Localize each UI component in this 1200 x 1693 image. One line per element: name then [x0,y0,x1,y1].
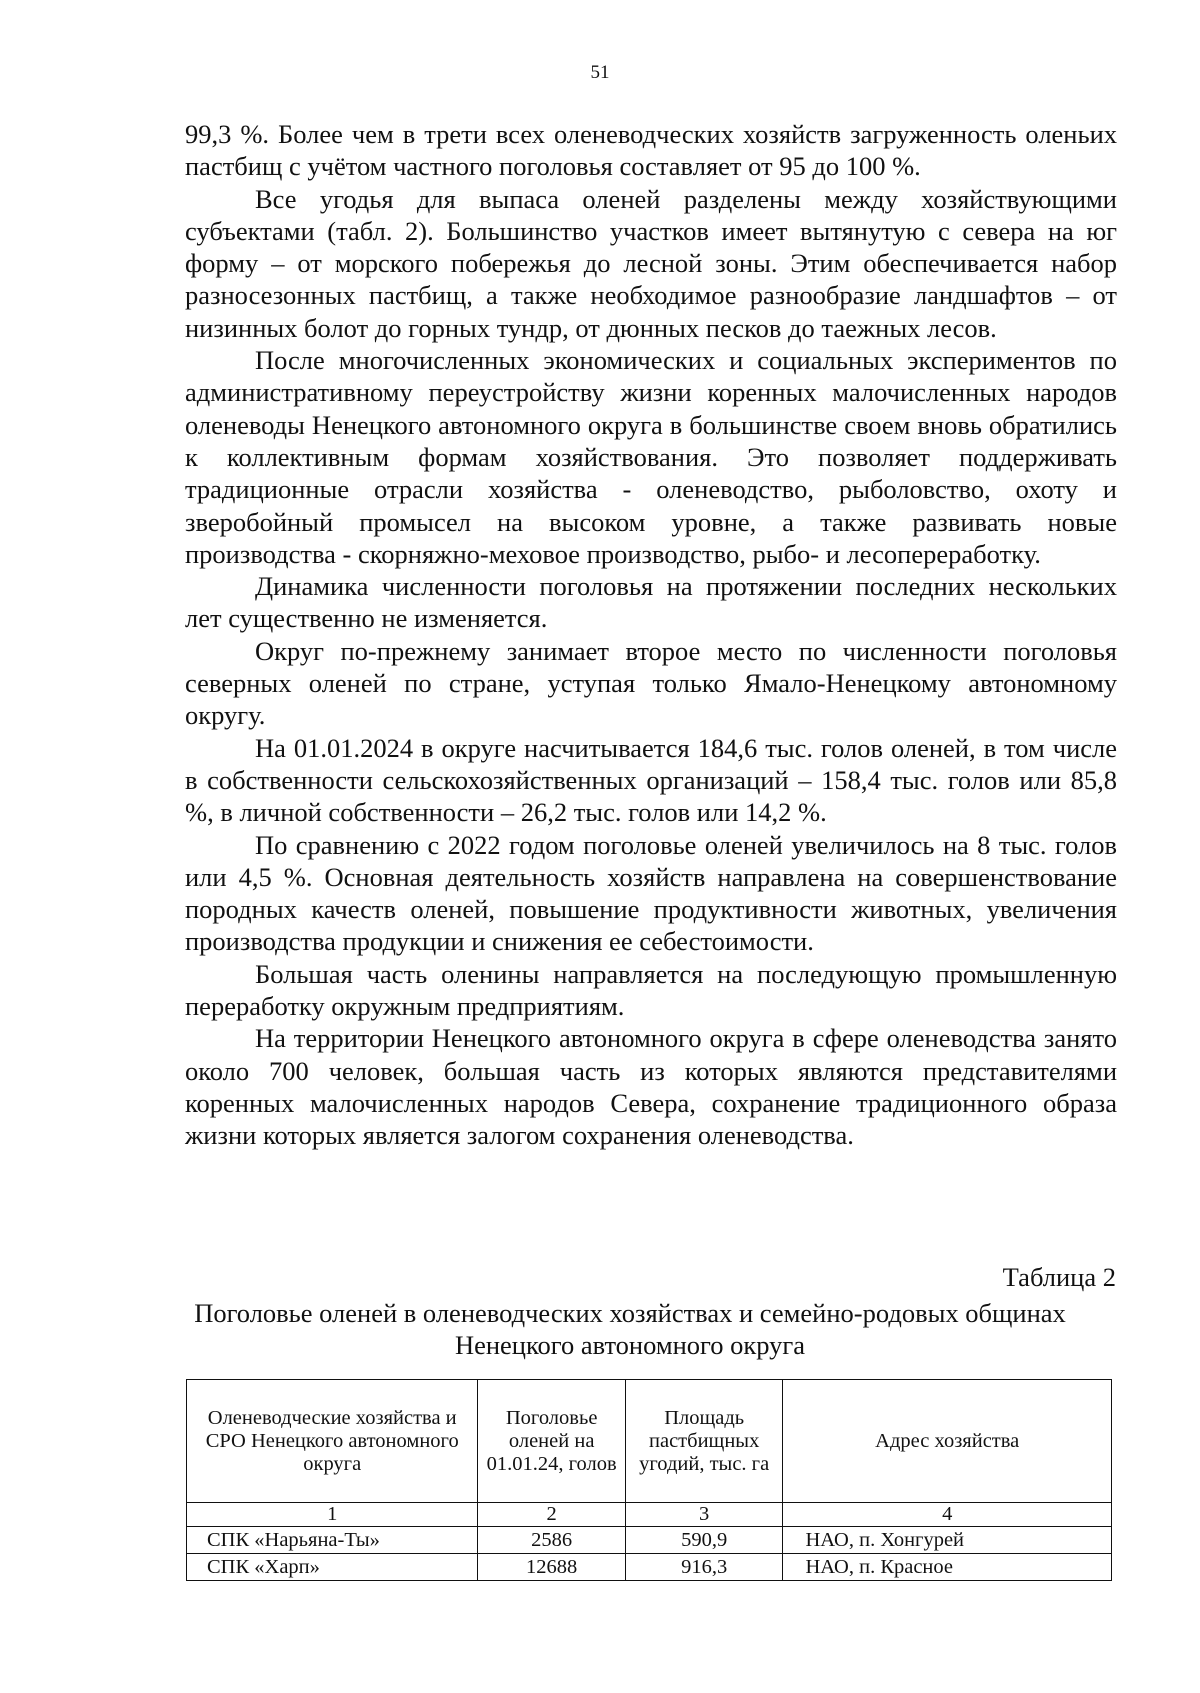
address-cell: НАО, п. Красное [783,1554,1112,1581]
column-header: Площадь пастбищных угодий, тыс. га [625,1380,783,1503]
column-number: 1 [187,1503,478,1527]
address-cell: НАО, п. Хонгурей [783,1527,1112,1554]
table-row [187,1527,1112,1554]
table-header-row [187,1380,1112,1503]
pasture-area-cell: 590,9 [625,1527,783,1554]
paragraph: Динамика численности поголовья на протяжении последних нескольких лет существенно не изменяется. [185,571,1117,634]
paragraph: Большая часть оленины направляется на последующую промышленную переработку окружным предприятиям. [185,958,1117,1022]
table-row [187,1554,1112,1581]
table-title [150,1297,1110,1361]
paragraph: По сравнению с 2022 годом поголовье оленей увеличилось на 8 тыс. голов или 4,5 %. Основная деятельность хозяйств направлена на совершенствование породных качеств оленей, повышение продуктивности животных, увеличения производства продукции и снижения ее себестоимости. [185,829,1117,957]
farm-name-cell: СПК «Нарьяна-Ты» [187,1527,478,1554]
column-number: 4 [783,1503,1112,1527]
paragraph: Все угодья для выпаса оленей разделены между хозяйствующими субъектами (табл. 2). Большинство участков имеет вытянутую с севера на юг форму – от морского побережья до лесной зоны. Этим обеспечивается набор разносезонных пастбищ, а также необходимое разнообразие ландшафтов – от низинных болот до горных тундр, от дюнных песков до таежных лесов. [185,183,1117,343]
table-title-line: Поголовье оленей в оленеводческих хозяйствах и семейно-родовых общинах [194,1298,1066,1328]
head-count-cell: 12688 [478,1554,625,1581]
table-title-line: Ненецкого автономного округа [454,1330,806,1360]
table-label: Таблица 2 [1002,1262,1116,1292]
pasture-area-cell: 916,3 [625,1554,783,1581]
head-count-cell: 2586 [478,1527,625,1554]
paragraph: После многочисленных экономических и социальных экспериментов по административному переустройству жизни коренных малочисленных народов оленеводы Ненецкого автономного округа в большинстве своем вновь обратились к коллективным формам хозяйствования. Это позволяет поддерживать традиционные отрасли хозяйства - оленеводство, рыболовство, охоту и зверобойный промысел на высоком уровне, а также развивать новые производства - скорняжно-меховое производство, рыбо- и лесопереработку. [185,345,1117,569]
paragraph: 99,3 %. Более чем в трети всех оленеводческих хозяйств загруженность оленьих пастбищ с учётом частного поголовья составляет от 95 до 100 %. [185,119,1117,182]
farm-name-cell: СПК «Харп» [187,1554,478,1581]
column-number: 2 [478,1503,625,1527]
column-number-row [187,1503,1112,1527]
paragraph: На территории Ненецкого автономного округа в сфере оленеводства занято около 700 человек, большая часть из которых являются представителями коренных малочисленных народов Севера, сохранение традиционного образа жизни которых является залогом сохранения оленеводства. [185,1023,1117,1151]
paragraph: На 01.01.2024 в округе насчитывается 184,6 тыс. голов оленей, в том числе в собственности сельскохозяйственных организаций – 158,4 тыс. голов или 85,8 %, в личной собственности – 26,2 тыс. голов или 14,2 %. [185,732,1117,828]
column-header: Оленеводческие хозяйства и СРО Ненецкого автономного округа [187,1380,478,1503]
paragraph: Округ по-прежнему занимает второе место по численности поголовья северных оленей по стране, уступая только Ямало-Ненецкому автономному округу. [185,635,1117,731]
page-number: 51 [590,62,610,83]
column-header: Адрес хозяйства [783,1380,1112,1503]
column-header: Поголовье оленей на 01.01.24, голов [478,1380,625,1503]
column-number: 3 [625,1503,783,1527]
reindeer-table [186,1379,1112,1581]
body-text [185,118,1117,1152]
